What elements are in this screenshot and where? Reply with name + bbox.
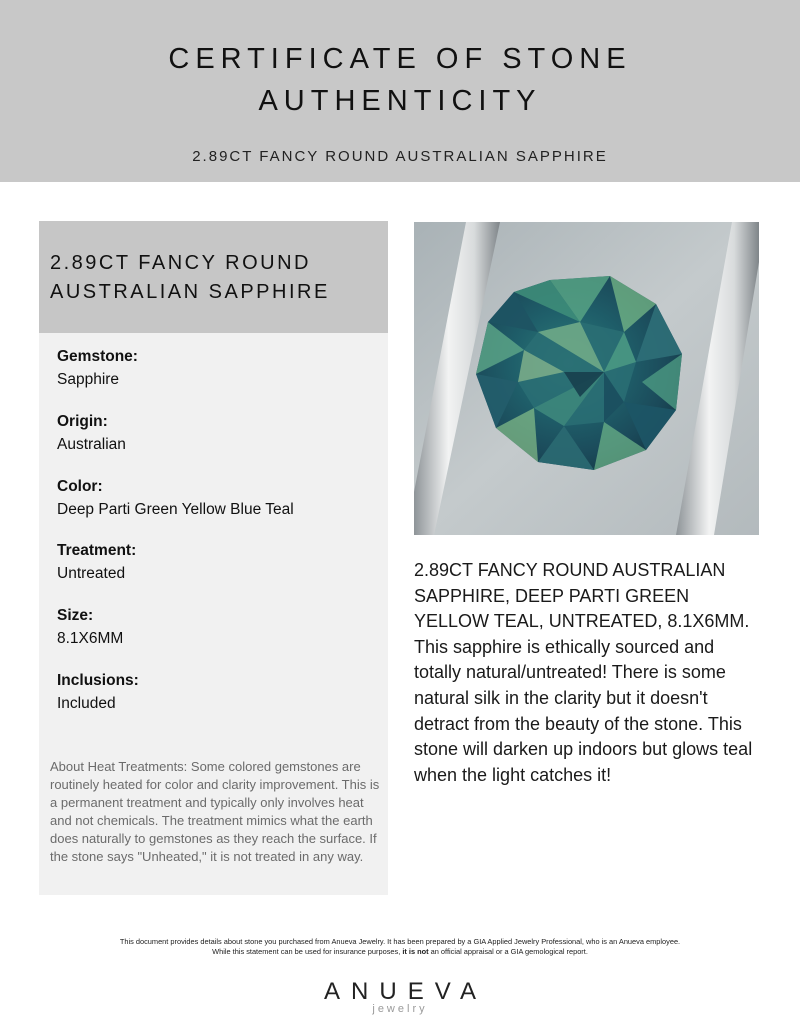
stone-details-panel bbox=[39, 221, 388, 895]
spec-value: Australian bbox=[57, 436, 126, 453]
spec-value: Untreated bbox=[57, 565, 126, 582]
certificate-header bbox=[0, 0, 800, 182]
certificate-subtitle: 2.89CT FANCY ROUND AUSTRALIAN SAPPHIRE bbox=[192, 148, 608, 165]
brand-subtitle: jewelry bbox=[372, 1003, 428, 1015]
heat-treatment-note: About Heat Treatments: Some colored gemstones are routinely heated for color and clarity improvement. This is a permanent treatment and typically only involves heat and not chemicals. The treatment mimics what the earth does naturally to gemstones as they reach the surface. If the stone says "Unheated," it is not treated in any way. bbox=[50, 759, 380, 864]
spec-label: Origin: bbox=[57, 413, 108, 430]
spec-value: 8.1X6MM bbox=[57, 630, 124, 647]
spec-label: Gemstone: bbox=[57, 348, 138, 365]
spec-label: Treatment: bbox=[57, 542, 137, 559]
spec-size bbox=[57, 606, 123, 650]
spec-value: Sapphire bbox=[57, 371, 120, 388]
disclaimer-emphasis: it is not bbox=[402, 947, 429, 956]
sapphire-photo bbox=[414, 222, 759, 535]
sapphire-illustration bbox=[414, 222, 759, 535]
spec-label: Color: bbox=[57, 478, 103, 495]
brand-logo bbox=[0, 978, 800, 1016]
disclaimer-text: an official appraisal or a GIA gemological report. bbox=[428, 947, 588, 956]
document-disclaimer bbox=[20, 937, 780, 957]
disclaimer-line-2 bbox=[20, 947, 780, 957]
stone-details-title: 2.89CT FANCY ROUND AUSTRALIAN SAPPHIRE bbox=[50, 252, 330, 303]
spec-label: Size: bbox=[57, 607, 94, 624]
spec-label: Inclusions: bbox=[57, 672, 139, 689]
certificate-title: CERTIFICATE OF STONE AUTHENTICITY bbox=[168, 43, 632, 117]
spec-treatment bbox=[57, 541, 136, 585]
brand-name: ANUEVA bbox=[324, 978, 487, 1005]
spec-value: Deep Parti Green Yellow Blue Teal bbox=[57, 501, 294, 518]
spec-value: Included bbox=[57, 695, 116, 712]
spec-origin bbox=[57, 412, 126, 456]
disclaimer-line-1: This document provides details about stone you purchased from Anueva Jewelry. It has been prepared by a GIA Applied Jewelry Professional, who is an Anueva employee. bbox=[119, 937, 681, 946]
disclaimer-text: While this statement can be used for insurance purposes, bbox=[212, 947, 403, 956]
spec-color bbox=[57, 477, 294, 521]
spec-inclusions bbox=[57, 671, 139, 715]
spec-gemstone bbox=[57, 347, 138, 391]
stone-description: 2.89CT FANCY ROUND AUSTRALIAN SAPPHIRE, DEEP PARTI GREEN YELLOW TEAL, UNTREATED, 8.1X6MM. This sapphire is ethically sourced and totally natural/untreated! There is some natural silk in the clarity but it doesn't detract from the beauty of the stone. This stone will darken up indoors but glows teal when the light catches it! bbox=[414, 560, 753, 785]
stone-details-header bbox=[39, 221, 388, 333]
